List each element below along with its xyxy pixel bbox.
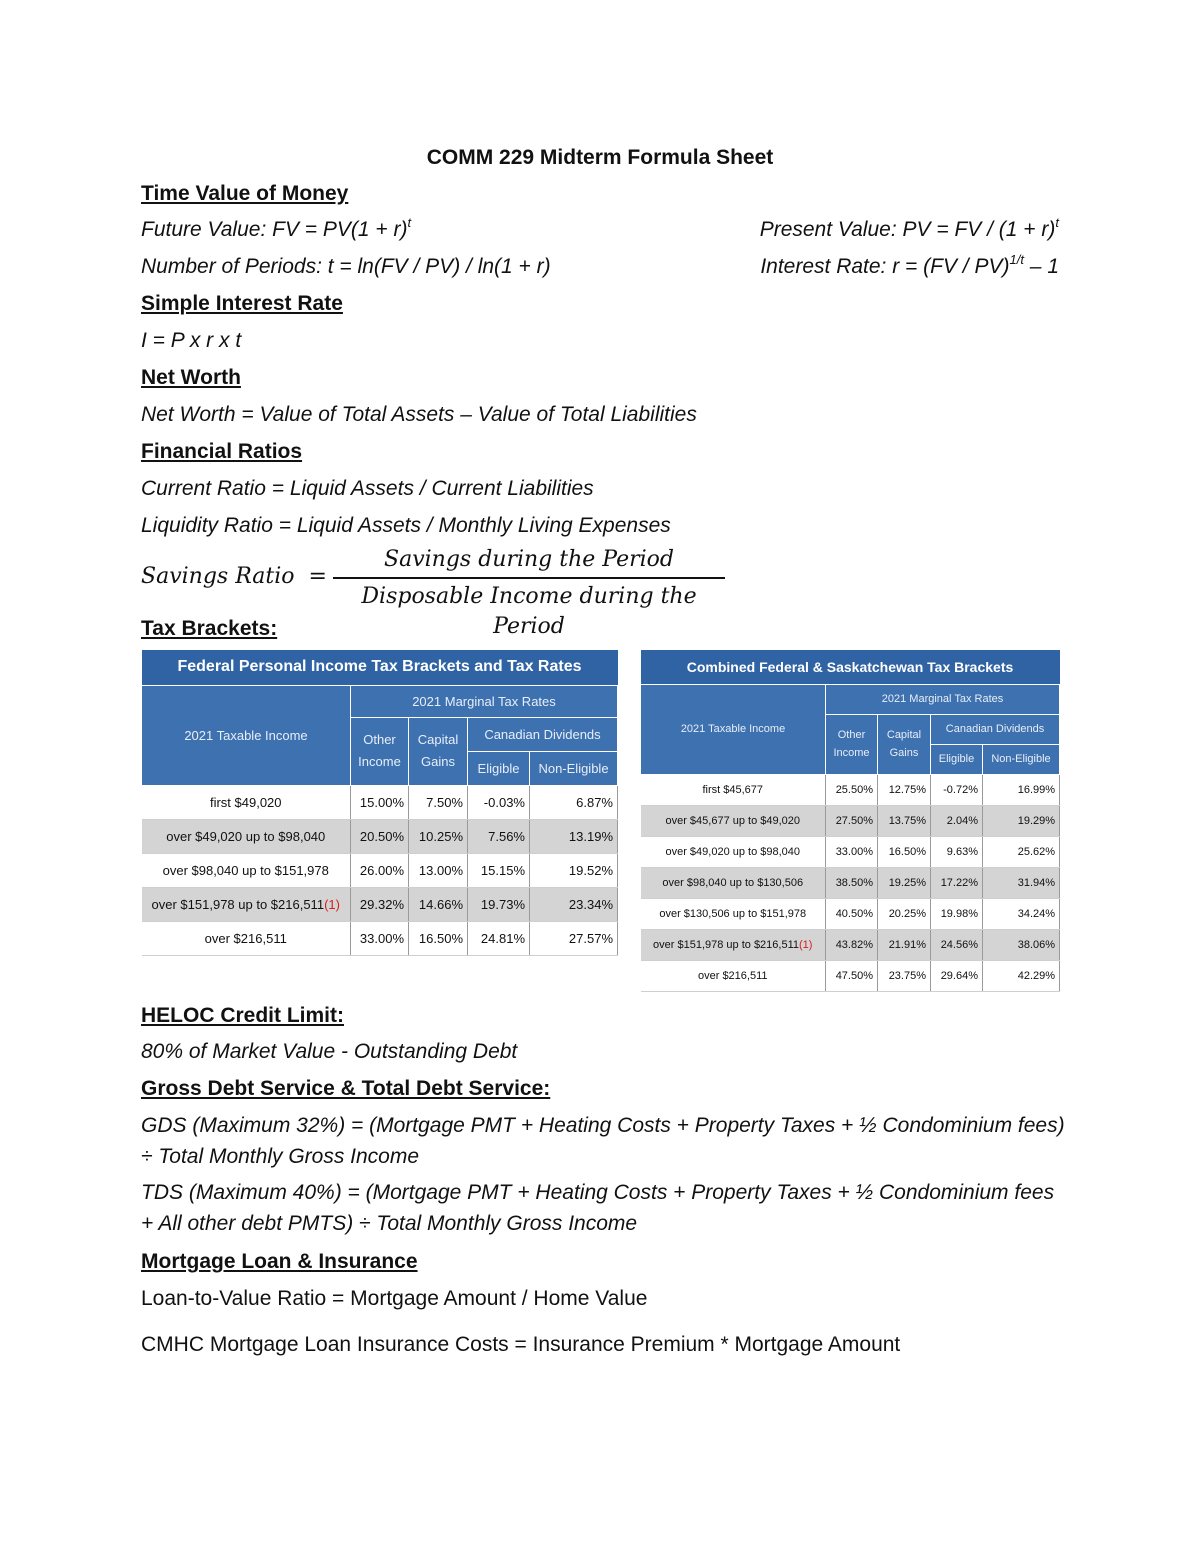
income-cell: [641, 898, 826, 929]
other-income-cell: 43.82%: [826, 929, 878, 960]
federal-capital-gains-header: Capital Gains: [409, 717, 468, 785]
noneligible-cell: 34.24%: [983, 898, 1060, 929]
net-worth-heading: Net Worth: [141, 366, 241, 389]
noneligible-cell: 13.19%: [530, 819, 618, 853]
number-of-periods-formula: Number of Periods: t = ln(FV / PV) / ln(1 + r): [141, 255, 551, 278]
income-cell: [142, 887, 351, 921]
noneligible-cell: 42.29%: [983, 960, 1060, 991]
federal-table-title: Federal Personal Income Tax Brackets and Tax Rates: [142, 650, 618, 685]
noneligible-cell: 31.94%: [983, 867, 1060, 898]
federal-table-body: [142, 785, 618, 955]
federal-noneligible-header: Non-Eligible: [530, 751, 618, 785]
present-value-formula: Present Value: PV = FV / $(1 + r)^t$: [759, 215, 1059, 241]
eligible-cell: 7.56%: [468, 819, 530, 853]
savings-ratio-denominator: Disposable Income during the Period: [361, 584, 697, 639]
sask-rates-header: 2021 Marginal Tax Rates: [826, 684, 1060, 714]
other-income-cell: 15.00%: [351, 785, 409, 819]
noneligible-cell: 23.34%: [530, 887, 618, 921]
income-cell: [641, 836, 826, 867]
income-text: first $45,677: [702, 783, 764, 796]
eligible-cell: 9.63%: [931, 836, 983, 867]
income-text: over $98,040 up to $130,506: [662, 876, 804, 889]
saskatchewan-tax-table: [640, 650, 1060, 992]
income-text: over $45,677 up to $49,020: [665, 814, 801, 827]
capital-gains-cell: 14.66%: [409, 887, 468, 921]
other-income-cell: 33.00%: [826, 836, 878, 867]
capital-gains-cell: 12.75%: [878, 774, 931, 805]
other-income-cell: 40.50%: [826, 898, 878, 929]
other-income-cell: 20.50%: [351, 819, 409, 853]
federal-tax-table: [141, 650, 618, 956]
eligible-cell: 17.22%: [931, 867, 983, 898]
income-text: over $130,506 up to $151,978: [659, 907, 807, 920]
noneligible-cell: 38.06%: [983, 929, 1060, 960]
other-income-cell: 47.50%: [826, 960, 878, 991]
heloc-formula: 80% of Market Value - Outstanding Debt: [141, 1040, 518, 1063]
eligible-cell: 2.04%: [931, 805, 983, 836]
income-text: over $49,020 up to $98,040: [166, 828, 326, 844]
table-row: [142, 853, 618, 887]
mortgage-heading: Mortgage Loan & Insurance: [141, 1250, 418, 1273]
income-text: over $98,040 up to $151,978: [162, 862, 329, 878]
sask-table-title: Combined Federal & Saskatchewan Tax Brackets: [641, 650, 1060, 684]
noneligible-cell: 27.57%: [530, 921, 618, 955]
tvm-heading: Time Value of Money: [141, 182, 349, 205]
savings-ratio-numerator: Savings during the Period: [333, 545, 725, 579]
sask-capital-gains-header: Capital Gains: [878, 714, 931, 774]
income-cell: [142, 921, 351, 955]
sask-eligible-header: Eligible: [931, 744, 983, 774]
footnote-marker: (1): [799, 938, 813, 951]
noneligible-cell: 25.62%: [983, 836, 1060, 867]
simple-interest-heading: Simple Interest Rate: [141, 292, 343, 315]
eligible-cell: -0.03%: [468, 785, 530, 819]
sask-noneligible-header: Non-Eligible: [983, 744, 1060, 774]
table-row: [142, 921, 618, 955]
gds-formula: GDS (Maximum 32%) = (Mortgage PMT + Heating Costs + Property Taxes + ½ Condominium fees) ÷ Total Monthly Gross Income: [141, 1114, 1065, 1168]
eligible-cell: 19.73%: [468, 887, 530, 921]
federal-dividends-header: Canadian Dividends: [468, 717, 618, 751]
income-text: over $151,978 up to $216,511: [653, 938, 800, 951]
income-cell: [641, 929, 826, 960]
table-row: [641, 867, 1060, 898]
sask-income-header: 2021 Taxable Income: [641, 684, 826, 774]
capital-gains-cell: 20.25%: [878, 898, 931, 929]
capital-gains-cell: 16.50%: [878, 836, 931, 867]
table-row: [641, 960, 1060, 991]
table-row: [142, 887, 618, 921]
federal-rates-header: 2021 Marginal Tax Rates: [351, 685, 618, 717]
other-income-cell: 26.00%: [351, 853, 409, 887]
income-cell: [641, 774, 826, 805]
noneligible-cell: 19.52%: [530, 853, 618, 887]
eligible-cell: 24.56%: [931, 929, 983, 960]
income-cell: [142, 785, 351, 819]
capital-gains-cell: 10.25%: [409, 819, 468, 853]
income-text: over $49,020 up to $98,040: [665, 845, 801, 858]
table-row: [641, 774, 1060, 805]
table-row: [641, 898, 1060, 929]
table-row: [641, 805, 1060, 836]
income-cell: [142, 819, 351, 853]
eligible-cell: 29.64%: [931, 960, 983, 991]
current-ratio-formula: Current Ratio = Liquid Assets / Current Liabilities: [141, 477, 594, 500]
future-value-formula: Future Value: FV = $PV(1 + r)^t$: [141, 215, 412, 241]
income-cell: [142, 853, 351, 887]
eligible-cell: 19.98%: [931, 898, 983, 929]
income-cell: [641, 867, 826, 898]
federal-eligible-header: Eligible: [468, 751, 530, 785]
capital-gains-cell: 21.91%: [878, 929, 931, 960]
capital-gains-cell: 7.50%: [409, 785, 468, 819]
debt-service-heading: Gross Debt Service & Total Debt Service:: [141, 1077, 551, 1100]
table-row: [641, 836, 1060, 867]
income-text: over $151,978 up to $216,511: [151, 896, 325, 912]
table-row: [641, 929, 1060, 960]
sask-dividends-header: Canadian Dividends: [931, 714, 1060, 744]
capital-gains-cell: 23.75%: [878, 960, 931, 991]
noneligible-cell: 6.87%: [530, 785, 618, 819]
capital-gains-cell: 16.50%: [409, 921, 468, 955]
sask-table-body: [641, 774, 1060, 991]
capital-gains-cell: 19.25%: [878, 867, 931, 898]
other-income-cell: 33.00%: [351, 921, 409, 955]
heloc-heading: HELOC Credit Limit:: [141, 1004, 344, 1027]
income-cell: [641, 960, 826, 991]
tds-formula: TDS (Maximum 40%) = (Mortgage PMT + Heating Costs + Property Taxes + ½ Condominium fees + All other debt PMTS) ÷ Total Monthly Gross Income: [141, 1181, 1055, 1235]
table-row: [142, 785, 618, 819]
income-text: over $216,511: [204, 930, 287, 946]
savings-ratio-fraction: [333, 545, 725, 639]
eligible-cell: -0.72%: [931, 774, 983, 805]
income-text: first $49,020: [209, 794, 282, 810]
tax-brackets-heading: Tax Brackets:: [141, 617, 278, 640]
net-worth-formula: Net Worth = Value of Total Assets – Value of Total Liabilities: [141, 403, 697, 426]
interest-rate-formula: Interest Rate: r = (FV / PV)$^{1/t}$ – 1: [760, 252, 1059, 278]
page-title: COMM 229 Midterm Formula Sheet: [426, 146, 774, 169]
loan-to-value-formula: Loan-to-Value Ratio = Mortgage Amount / Home Value: [141, 1287, 648, 1310]
financial-ratios-heading: Financial Ratios: [141, 440, 303, 463]
capital-gains-cell: 13.75%: [878, 805, 931, 836]
eligible-cell: 24.81%: [468, 921, 530, 955]
other-income-cell: 25.50%: [826, 774, 878, 805]
income-text: over $216,511: [697, 969, 768, 982]
eligible-cell: 15.15%: [468, 853, 530, 887]
table-row: [142, 819, 618, 853]
simple-interest-formula: I = P x r x t: [141, 329, 242, 352]
income-cell: [641, 805, 826, 836]
cmhc-formula: CMHC Mortgage Loan Insurance Costs = Insurance Premium * Mortgage Amount: [141, 1333, 901, 1356]
savings-ratio-label: Savings Ratio =: [141, 564, 327, 589]
noneligible-cell: 19.29%: [983, 805, 1060, 836]
other-income-cell: 29.32%: [351, 887, 409, 921]
other-income-cell: 27.50%: [826, 805, 878, 836]
federal-income-header: 2021 Taxable Income: [142, 685, 351, 785]
federal-other-income-header: Other Income: [351, 717, 409, 785]
sask-other-income-header: Other Income: [826, 714, 878, 774]
liquidity-ratio-formula: Liquidity Ratio = Liquid Assets / Monthly Living Expenses: [141, 514, 671, 537]
capital-gains-cell: 13.00%: [409, 853, 468, 887]
noneligible-cell: 16.99%: [983, 774, 1060, 805]
other-income-cell: 38.50%: [826, 867, 878, 898]
footnote-marker: (1): [324, 896, 340, 912]
